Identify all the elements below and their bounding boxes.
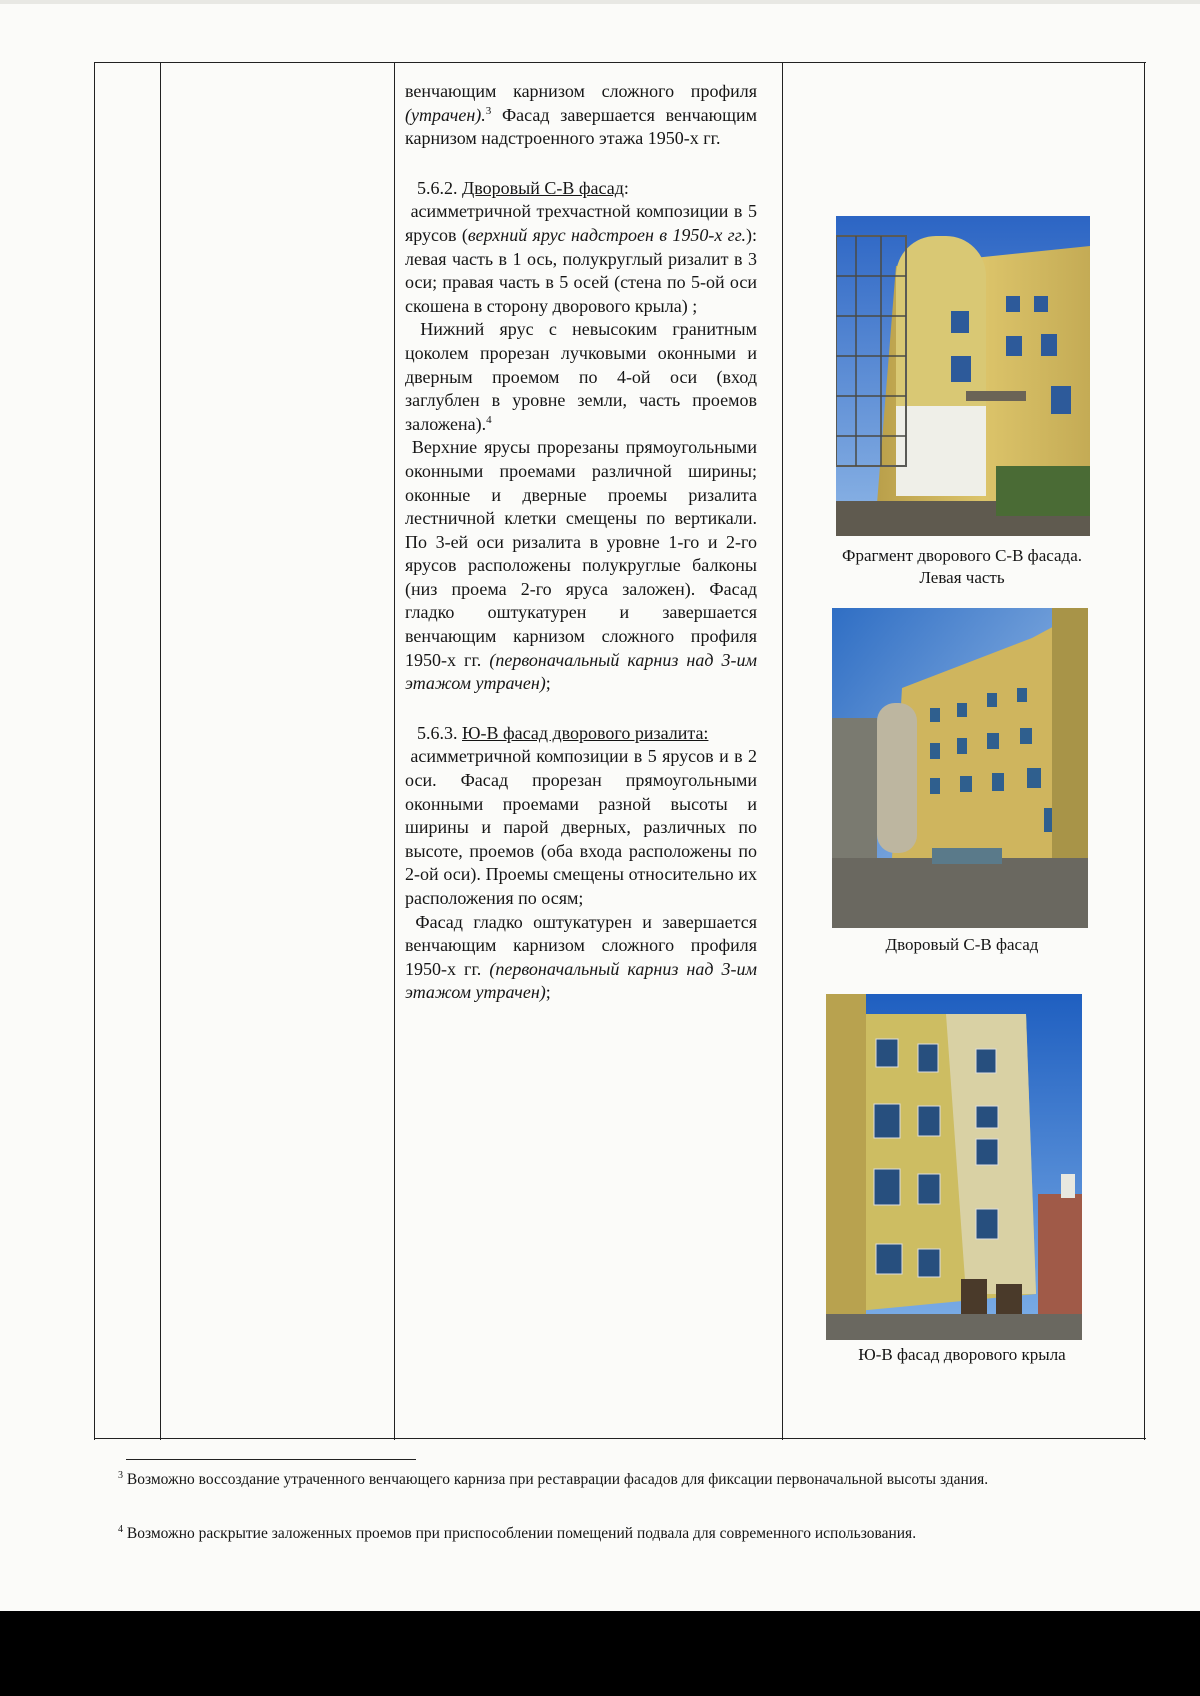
s562-p1-italic: верхний ярус надстроен в 1950-х гг.: [467, 224, 746, 245]
intro-text: венчающим карнизом сложного профиля: [405, 81, 757, 101]
footnote-mark: 4: [118, 1523, 123, 1535]
caption-line: Фрагмент дворового С-В фасада.: [842, 546, 1082, 565]
s562-paragraph-1: [405, 200, 757, 318]
building-photo-1: [836, 216, 1090, 536]
s562-p2-text: Нижний ярус с невысоким гранитным цоколем прорезан лучковыми оконными и дверным проемом по 4-ой оси (вход заглублен в уровне земли, часть проемов заложена).: [405, 319, 757, 434]
footnote-4: [118, 1522, 1158, 1546]
page-top-edge: [0, 0, 1200, 4]
s562-p3-italic: (первоначальный карниз над 3-им этажом утрачен): [405, 649, 757, 694]
table-border-col1: [160, 62, 161, 1440]
facade-description-column: [405, 80, 757, 1005]
photo-se-facade-courtyard-wing: [826, 994, 1082, 1340]
intro-italic: (утрачен).: [405, 104, 486, 125]
s563-p1-text: асимметричной композиции в 5 ярусов и в 2 оси. Фасад прорезан прямоугольными оконными проемами разной высоты и ширины и парой дверных, различных по высоте, проемов (оба входа расположены по 2-ой оси). Проемы смещены относительно их расположения по осям;: [405, 746, 758, 908]
heading-colon: :: [623, 177, 629, 198]
photo-2-caption: [800, 934, 1124, 956]
table-border-left: [94, 62, 95, 1440]
table-top-border: [94, 62, 1146, 63]
table-border-col3: [782, 62, 783, 1440]
footnote-ref-3[interactable]: 3: [485, 104, 492, 117]
section-number: 5.6.2.: [417, 177, 462, 198]
s563-paragraph-2: [405, 911, 757, 1005]
footnote-text: Возможно воссоздание утраченного венчающего карниза при реставрации фасадов для фиксации первоначальной высоты здания.: [123, 1471, 989, 1488]
caption-line: Дворовый С-В фасад: [885, 935, 1039, 954]
s562-p1-b: ): левая часть в 1 ось, полукруглый ризалит в 3 оси; правая часть в 5 осей (стена по 5-ой оси скошена в сторону дворового крыла) ;: [405, 224, 757, 316]
s562-paragraph-2: [405, 318, 757, 436]
caption-line: Ю-В фасад дворового крыла: [858, 1345, 1066, 1364]
table-border-col2: [394, 62, 395, 1440]
table-border-right: [1144, 62, 1145, 1440]
s562-p3-end: ;: [545, 673, 551, 694]
section-title: Ю-В фасад дворового ризалита:: [462, 722, 709, 743]
s563-p2-end: ;: [545, 982, 551, 1003]
scan-bottom-border: [0, 1611, 1200, 1696]
s563-p2-italic: (первоначальный карниз над 3-им этажом утрачен): [405, 958, 757, 1003]
s563-p2-text: Фасад гладко оштукатурен и завершается венчающим карнизом сложного профиля 1950-х гг.: [405, 911, 757, 979]
footnote-text: Возможно раскрытие заложенных проемов при приспособлении помещений подвала для современного использования.: [123, 1525, 917, 1542]
s563-paragraph-1: [405, 745, 757, 910]
photo-3-caption: [800, 1344, 1124, 1366]
footnote-separator: [126, 1459, 416, 1460]
s562-p1-a: асимметричной трехчастной композиции в 5 ярусов (: [405, 201, 757, 245]
footnote-3: [118, 1468, 1158, 1492]
s562-p3-text: Верхние ярусы прорезаны прямоугольными оконными проемами различной ширины; оконные и дверные проемы ризалита лестничной клетки смещены по вертикали. По 3-ей оси ризалита в уровне 1-го и 2-го ярусов расположены полукруглые балконы (низ проема 2-го яруса заложен). Фасад гладко оштукатурен и завершается венчающим карнизом сложного профиля 1950-х гг.: [405, 437, 757, 670]
building-photo-3: [826, 994, 1082, 1340]
intro-tail: Фасад завершается венчающим карнизом надстроенного этажа 1950-х гг.: [405, 104, 757, 149]
building-photo-2: [832, 608, 1088, 928]
photo-1-caption: [800, 545, 1124, 589]
s562-paragraph-3: [405, 436, 757, 696]
intro-paragraph: [405, 80, 757, 151]
caption-line: Левая часть: [919, 568, 1005, 587]
section-5-6-2-heading: [405, 177, 757, 201]
section-title: Дворовый С-В фасад: [462, 177, 624, 198]
footnote-mark: 3: [118, 1469, 123, 1481]
section-number: 5.6.3.: [417, 722, 462, 743]
section-5-6-3-heading: [405, 722, 757, 746]
table-bottom-border: [94, 1438, 1146, 1439]
photo-courtyard-ne-facade: [832, 608, 1088, 928]
photo-courtyard-ne-facade-left: [836, 216, 1090, 536]
footnote-ref-4[interactable]: 4: [486, 413, 492, 426]
